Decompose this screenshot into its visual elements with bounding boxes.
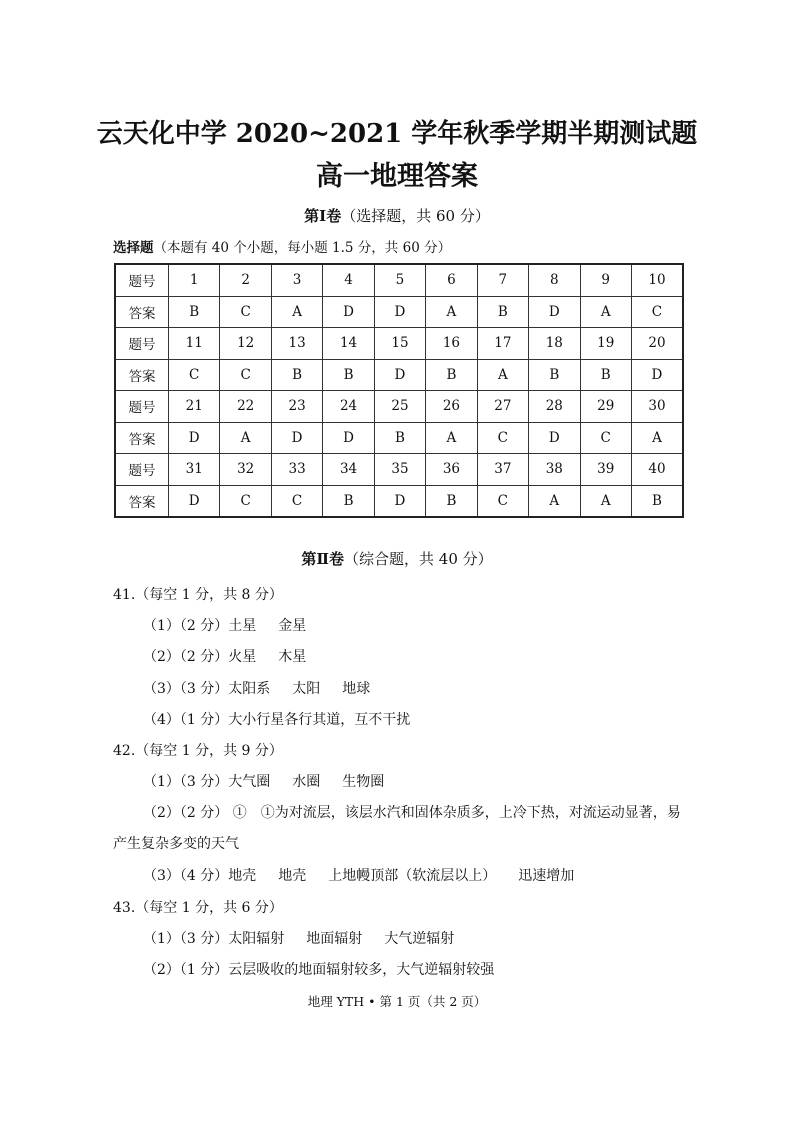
q41-answer-2-part: 木星 — [278, 649, 307, 665]
answer-cell: D — [374, 359, 425, 391]
q42-answer-3-part-3: 迅速增加 — [518, 868, 575, 884]
answer-cell: B — [374, 422, 425, 454]
answer-cell: D — [323, 296, 374, 328]
part-2-heading — [0, 548, 794, 569]
answer-cell: B — [169, 296, 220, 328]
answer-cell: D — [529, 296, 580, 328]
question-number-cell: 36 — [426, 454, 477, 486]
question-number-cell: 2 — [220, 264, 271, 296]
question-number-cell: 40 — [631, 454, 683, 486]
q42-answer-3-prefix: （3）（4 分）地壳 — [143, 868, 257, 884]
question-number-cell: 6 — [426, 264, 477, 296]
q41-answer-2-prefix: （2）（2 分）火星 — [143, 649, 257, 665]
q43-answer-1-prefix: （1）（3 分）太阳辐射 — [143, 931, 285, 947]
page-footer: 地理 YTH • 第 1 页（共 2 页） — [307, 994, 487, 1009]
question-number-cell: 33 — [271, 454, 322, 486]
table-row-numbers — [115, 391, 683, 423]
q43-answer-2: （2）（1 分）云层吸收的地面辐射较多，大气逆辐射较强 — [143, 962, 495, 978]
answer-cell: A — [580, 485, 631, 517]
answer-cell: D — [374, 296, 425, 328]
q42-answer-3-part-2: 上地幔顶部（软流层以上） — [328, 868, 497, 884]
q42-answer-3 — [143, 865, 574, 885]
row-label-answer: 答案 — [115, 422, 169, 454]
question-number-cell: 24 — [323, 391, 374, 423]
question-number-cell: 4 — [323, 264, 374, 296]
answer-cell: C — [271, 485, 322, 517]
choice-intro-bold: 选择题 — [113, 240, 154, 256]
answer-cell: A — [426, 296, 477, 328]
question-number-cell: 13 — [271, 328, 322, 360]
answer-cell: C — [220, 296, 271, 328]
row-label-number: 题号 — [115, 391, 169, 423]
table-row-answers — [115, 359, 683, 391]
q41-answer-1-prefix: （1）（2 分）土星 — [143, 618, 257, 634]
q41-answer-4 — [143, 709, 410, 729]
q43-answer-1-part-1: 地面辐射 — [306, 931, 363, 947]
question-number-cell: 3 — [271, 264, 322, 296]
question-number-cell: 37 — [477, 454, 528, 486]
q41-answer-3-part-1: 太阳 — [292, 681, 321, 697]
question-number-cell: 26 — [426, 391, 477, 423]
q41-answer-1-part: 金星 — [278, 618, 307, 634]
answer-table — [114, 263, 684, 518]
answer-cell: C — [477, 422, 528, 454]
q42-answer-1-part-2: 生物圈 — [342, 774, 385, 790]
answer-cell: D — [169, 485, 220, 517]
question-number-cell: 35 — [374, 454, 425, 486]
question-number-cell: 5 — [374, 264, 425, 296]
question-number-cell: 34 — [323, 454, 374, 486]
question-number-cell: 9 — [580, 264, 631, 296]
question-number-cell: 12 — [220, 328, 271, 360]
question-number-cell: 38 — [529, 454, 580, 486]
answer-cell: A — [426, 422, 477, 454]
question-number-cell: 14 — [323, 328, 374, 360]
answer-cell: B — [580, 359, 631, 391]
answer-cell: A — [477, 359, 528, 391]
q41-answer-2 — [143, 646, 306, 666]
question-number-cell: 10 — [631, 264, 683, 296]
answer-cell: C — [477, 485, 528, 517]
answer-cell: C — [580, 422, 631, 454]
answer-cell: C — [169, 359, 220, 391]
question-number-cell: 31 — [169, 454, 220, 486]
answer-cell: A — [220, 422, 271, 454]
question-number-cell: 19 — [580, 328, 631, 360]
q42-heading: 42.（每空 1 分，共 9 分） — [113, 743, 283, 759]
q41-heading: 41.（每空 1 分，共 8 分） — [113, 587, 283, 603]
answer-cell: D — [169, 422, 220, 454]
part-1-heading — [0, 205, 794, 226]
table-row-numbers — [115, 454, 683, 486]
q41-answer-3-prefix: （3）（3 分）太阳系 — [143, 681, 271, 697]
q42-answer-2-line-2: 产生复杂多变的天气 — [113, 836, 239, 852]
answer-cell: C — [220, 485, 271, 517]
row-label-answer: 答案 — [115, 485, 169, 517]
question-number-cell: 11 — [169, 328, 220, 360]
question-number-cell: 8 — [529, 264, 580, 296]
answer-cell: D — [323, 422, 374, 454]
table-row-answers — [115, 485, 683, 517]
question-number-cell: 17 — [477, 328, 528, 360]
question-number-cell: 23 — [271, 391, 322, 423]
q41-answer-3-part-2: 地球 — [342, 681, 371, 697]
title-line-1: 云天化中学 2020~2021 学年秋季学期半期测试题 — [96, 119, 698, 149]
question-number-cell: 7 — [477, 264, 528, 296]
answer-cell: D — [374, 485, 425, 517]
title-line-2: 高一地理答案 — [316, 161, 478, 192]
q42-answer-1-prefix: （1）（3 分）大气圈 — [143, 774, 271, 790]
question-number-cell: 15 — [374, 328, 425, 360]
part-1-heading-rest: （选择题，共 60 分） — [341, 207, 490, 225]
table-row-numbers — [115, 264, 683, 296]
part-1-heading-bold: 第Ⅰ卷 — [304, 207, 342, 225]
q43-answer-1-part-2: 大气逆辐射 — [384, 931, 455, 947]
part-2-heading-bold: 第Ⅱ卷 — [301, 550, 345, 568]
q42-answer-3-part-1: 地壳 — [278, 868, 307, 884]
answer-cell: C — [631, 296, 683, 328]
question-number-cell: 21 — [169, 391, 220, 423]
answer-cell: B — [529, 359, 580, 391]
answer-cell: B — [426, 359, 477, 391]
q42-answer-2-line-1: （2）（2 分） ① ①为对流层，该层水汽和固体杂质多，上冷下热，对流运动显著，易 — [143, 805, 681, 821]
answer-cell: B — [323, 359, 374, 391]
part-2-heading-rest: （综合题，共 40 分） — [344, 550, 493, 568]
q41-answer-3 — [143, 678, 370, 698]
answer-cell: A — [631, 422, 683, 454]
answer-cell: D — [529, 422, 580, 454]
q42-answer-1-part-1: 水圈 — [292, 774, 321, 790]
answer-cell: A — [580, 296, 631, 328]
row-label-number: 题号 — [115, 454, 169, 486]
row-label-answer: 答案 — [115, 296, 169, 328]
question-number-cell: 1 — [169, 264, 220, 296]
q42-answer-1 — [143, 771, 384, 791]
answer-cell: A — [271, 296, 322, 328]
answer-cell: D — [631, 359, 683, 391]
answer-cell: B — [426, 485, 477, 517]
answer-cell: B — [271, 359, 322, 391]
question-number-cell: 29 — [580, 391, 631, 423]
question-number-cell: 39 — [580, 454, 631, 486]
question-number-cell: 30 — [631, 391, 683, 423]
answer-cell: C — [220, 359, 271, 391]
q43-answer-1 — [143, 928, 454, 948]
question-number-cell: 18 — [529, 328, 580, 360]
q41-answer-1 — [143, 615, 306, 635]
table-row-answers — [115, 422, 683, 454]
table-row-answers — [115, 296, 683, 328]
table-row-numbers — [115, 328, 683, 360]
q41-answer-4-prefix: （4）（1 分）大小行星各行其道，互不干扰 — [143, 712, 411, 728]
row-label-answer: 答案 — [115, 359, 169, 391]
choice-intro — [113, 236, 451, 256]
answer-cell: B — [631, 485, 683, 517]
q43-heading: 43.（每空 1 分，共 6 分） — [113, 900, 283, 916]
question-number-cell: 28 — [529, 391, 580, 423]
answer-cell: D — [271, 422, 322, 454]
answer-cell: B — [477, 296, 528, 328]
question-number-cell: 20 — [631, 328, 683, 360]
answer-cell: A — [529, 485, 580, 517]
row-label-number: 题号 — [115, 264, 169, 296]
answer-cell: B — [323, 485, 374, 517]
question-number-cell: 27 — [477, 391, 528, 423]
question-number-cell: 25 — [374, 391, 425, 423]
choice-intro-rest: （本题有 40 个小题，每小题 1.5 分，共 60 分） — [153, 240, 452, 256]
row-label-number: 题号 — [115, 328, 169, 360]
question-number-cell: 32 — [220, 454, 271, 486]
question-number-cell: 16 — [426, 328, 477, 360]
question-number-cell: 22 — [220, 391, 271, 423]
